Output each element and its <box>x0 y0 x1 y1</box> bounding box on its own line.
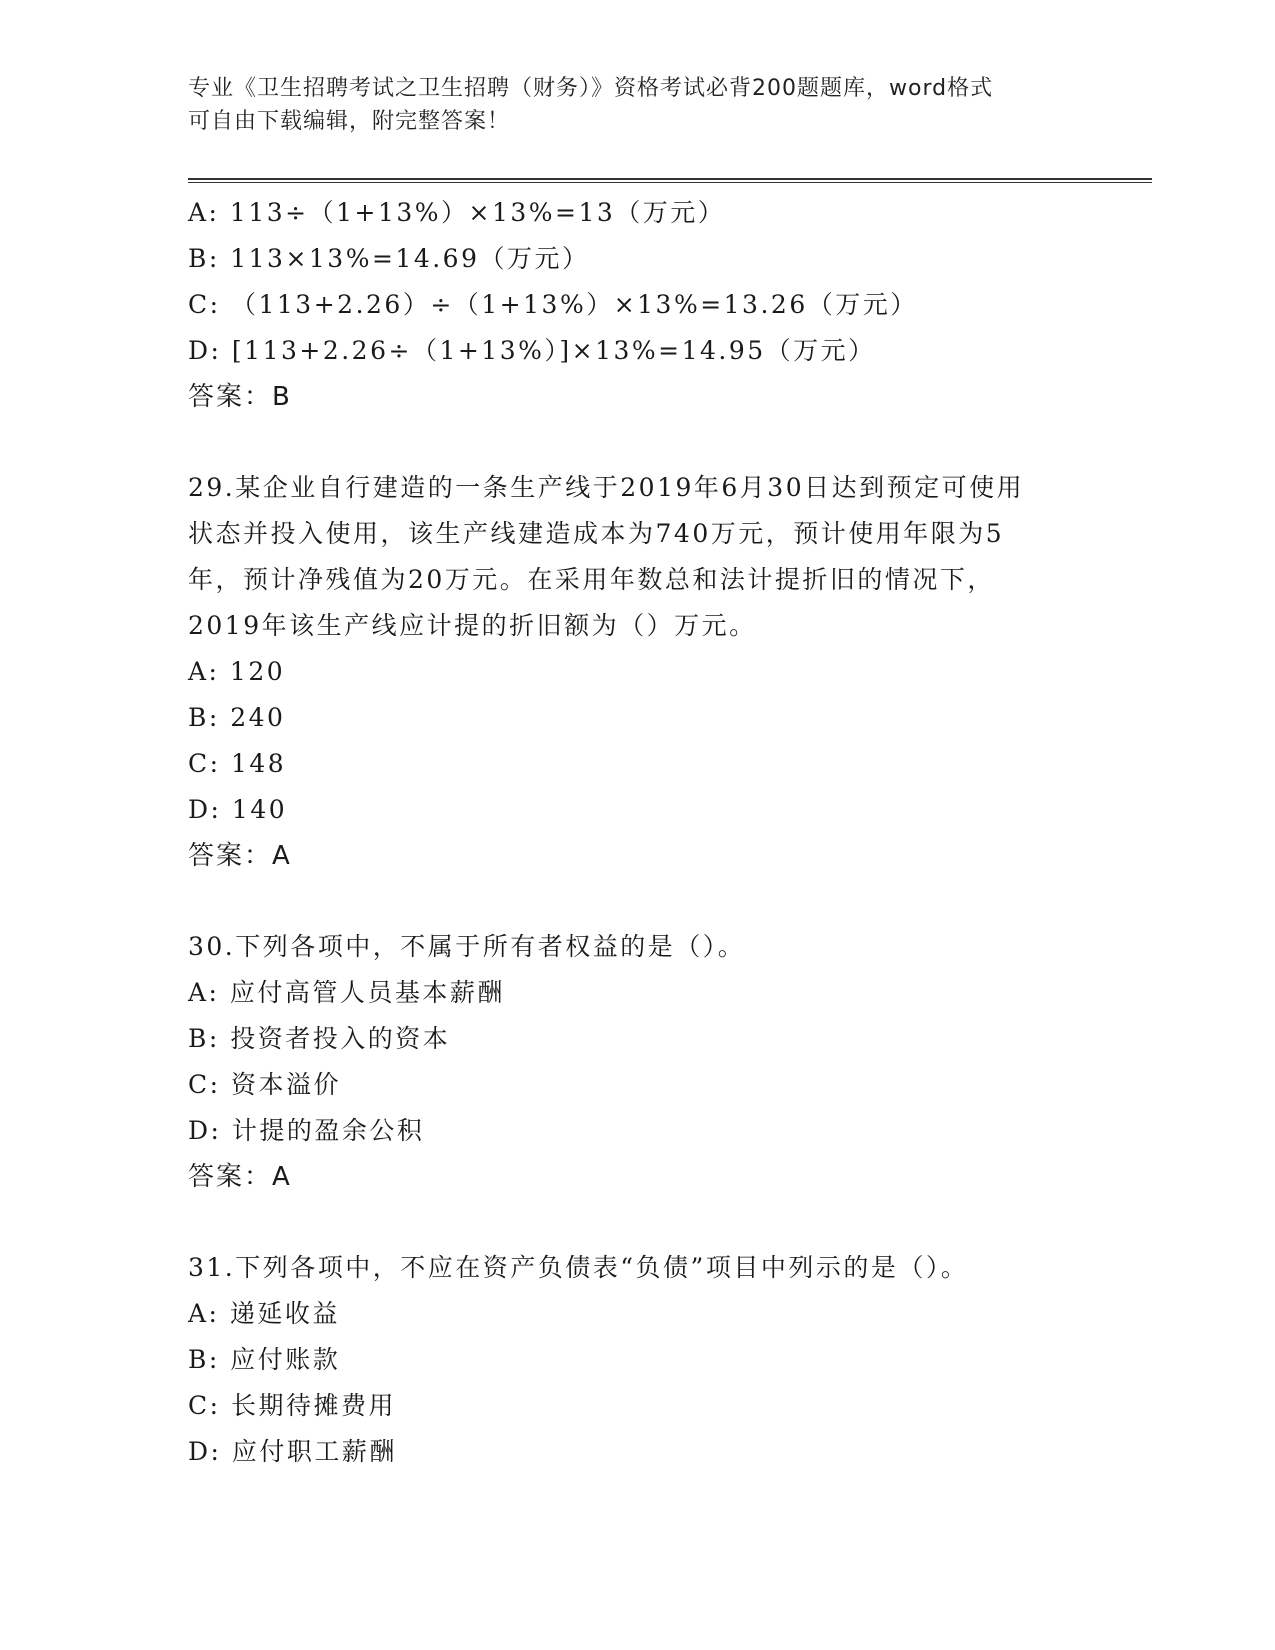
question-29 <box>188 465 1088 879</box>
question-stem: 31.下列各项中，不应在资产负债表“负债”项目中列示的是（）。 <box>188 1253 969 1282</box>
question-30 <box>188 924 1088 1200</box>
answer-line: 答案：A <box>188 1162 292 1192</box>
option-b: B: 113×13%=14.69（万元） <box>188 244 590 273</box>
option-a: A: 113÷（1+13%）×13%=13（万元） <box>188 198 726 227</box>
option-d: D: 计提的盈余公积 <box>188 1116 425 1145</box>
option-d: D: 140 <box>188 795 288 824</box>
option-c: C: 长期待摊费用 <box>188 1391 396 1420</box>
option-c: C: 148 <box>188 749 287 778</box>
option-b: B: 应付账款 <box>188 1345 341 1374</box>
option-b: B: 投资者投入的资本 <box>188 1024 451 1053</box>
header-line-1: 专业《卫生招聘考试之卫生招聘（财务）》资格考试必背200题题库，word格式 <box>188 76 994 101</box>
question-stem: 30.下列各项中，不属于所有者权益的是（）。 <box>188 932 746 961</box>
option-c: C: （113+2.26）÷（1+13%）×13%=13.26（万元） <box>188 290 918 319</box>
option-d: D: 应付职工薪酬 <box>188 1437 397 1466</box>
header-line-2: 可自由下载编辑，附完整答案！ <box>188 109 511 134</box>
question-stem-line: 年，预计净残值为20万元。在采用年数总和法计提折旧的情况下， <box>188 565 995 594</box>
question-list <box>188 190 1088 1475</box>
option-c: C: 资本溢价 <box>188 1070 341 1099</box>
question-stem-line: 29.某企业自行建造的一条生产线于2019年6月30日达到预定可使用 <box>188 473 1025 502</box>
option-d: D: [113+2.26÷（1+13%）]×13%=14.95（万元） <box>188 336 876 365</box>
document-header <box>188 72 1088 138</box>
question-28 <box>188 190 1088 420</box>
option-a: A: 应付高管人员基本薪酬 <box>188 978 505 1007</box>
option-b: B: 240 <box>188 703 286 732</box>
question-stem-line: 2019年该生产线应计提的折旧额为（）万元。 <box>188 611 757 640</box>
question-31 <box>188 1245 1088 1475</box>
header-divider <box>188 178 1152 183</box>
answer-line: 答案：A <box>188 841 292 871</box>
option-a: A: 递延收益 <box>188 1299 340 1328</box>
option-a: A: 120 <box>188 657 286 686</box>
question-stem-line: 状态并投入使用，该生产线建造成本为740万元，预计使用年限为5 <box>188 519 1005 548</box>
answer-line: 答案：B <box>188 382 292 412</box>
